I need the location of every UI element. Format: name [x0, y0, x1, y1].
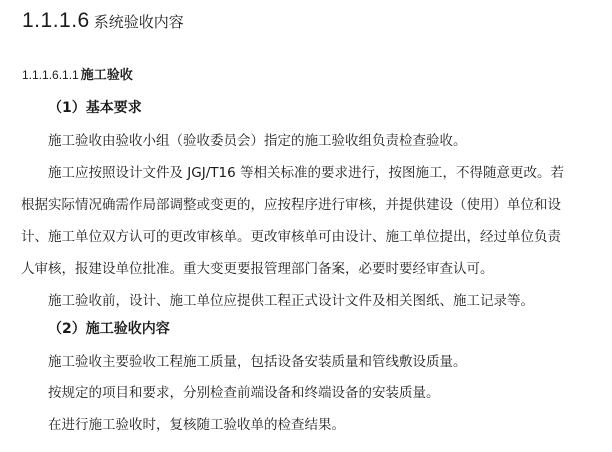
- paragraph-line: 根据实际情况确需作局部调整或变更的，应按程序进行审核，并提供建设（使用）单位和设: [21, 197, 561, 213]
- paragraph-line: 施工验收由验收小组（验收委员会）指定的施工验收组负责检查验收。: [48, 133, 467, 149]
- heading-title: 施工验收: [80, 68, 133, 83]
- subheading-basic-requirements: （1）基本要求: [48, 100, 142, 116]
- heading-number: 1.1.1.6.1.1: [22, 68, 79, 82]
- paragraph-line: 按规定的项目和要求，分别检查前端设备和终端设备的安装质量。: [48, 385, 440, 401]
- section-heading-level4: [22, 64, 133, 83]
- paragraph-line: 施工应按照设计文件及 JGJ/T16 等相关标准的要求进行，按图施工，不得随意更改。若: [48, 165, 564, 181]
- heading-title: 系统验收内容: [93, 13, 184, 31]
- paragraph-line: 施工验收前，设计、施工单位应提供工程正式设计文件及相关图纸、施工记录等。: [48, 293, 534, 309]
- heading-number: 1.1.1.6: [22, 9, 90, 32]
- paragraph-line: 在进行施工验收时，复核随工验收单的检查结果。: [48, 417, 345, 433]
- paragraph-line: 计、施工单位双方认可的更改审核单。更改审核单可由设计、施工单位提出，经过单位负责: [21, 229, 561, 245]
- paragraph-line: 施工验收主要验收工程施工质量，包括设备安装质量和管线敷设质量。: [48, 354, 467, 370]
- section-heading-level3: [22, 9, 184, 33]
- subheading-construction-acceptance-content: （2）施工验收内容: [48, 321, 170, 337]
- paragraph-line: 人审核，报建设单位批准。重大变更要报管理部门备案，必要时要经审查认可。: [21, 261, 494, 277]
